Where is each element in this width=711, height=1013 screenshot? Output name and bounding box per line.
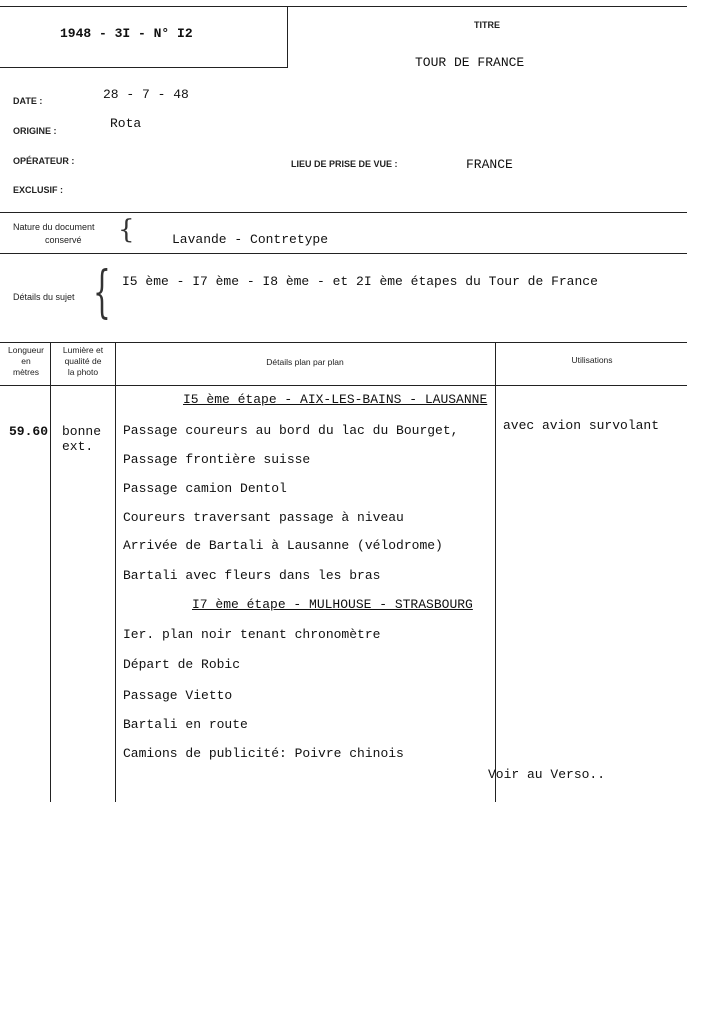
shot-row: Bartali en route <box>123 717 248 732</box>
column-divider-1 <box>50 342 51 802</box>
footer-note: Voir au Verso.. <box>488 767 606 782</box>
nature-top-line <box>0 212 687 213</box>
document-reference: 1948 - 3I - N° I2 <box>60 26 193 41</box>
lumiere-value-2: ext. <box>62 439 94 454</box>
sujet-label: Détails du sujet <box>13 292 75 302</box>
shot-row: Bartali avec fleurs dans les bras <box>123 568 381 583</box>
nature-label-line2: conservé <box>45 235 82 245</box>
lieu-value: FRANCE <box>466 157 513 172</box>
operateur-label: OPÉRATEUR : <box>13 156 75 166</box>
shot-row: Camions de publicité: Poivre chinois <box>123 746 404 761</box>
shot-row: Départ de Robic <box>123 657 241 672</box>
table-top-line <box>0 342 687 343</box>
date-label: DATE : <box>13 96 43 106</box>
lieu-label: LIEU DE PRISE DE VUE : <box>291 159 398 169</box>
nature-value: Lavande - Contretype <box>172 232 329 247</box>
stage-heading-15: I5 ème étape - AIX-LES-BAINS - LAUSANNE <box>183 392 488 407</box>
stage-heading-17: I7 ème étape - MULHOUSE - STRASBOURG <box>192 597 473 612</box>
sujet-brace: { <box>93 260 111 325</box>
shot-row: Passage frontière suisse <box>123 452 311 467</box>
shot-row: Passage camion Dentol <box>123 481 287 496</box>
shot-row: Passage coureurs au bord du lac du Bourget, <box>123 423 459 438</box>
origine-label: ORIGINE : <box>13 126 57 136</box>
header-lumiere: Lumière et qualité de la photo <box>62 345 104 377</box>
origine-value: Rota <box>110 116 142 131</box>
sujet-value: I5 ème - I7 ème - I8 ème - et 2I ème étapes du Tour de France <box>122 274 598 289</box>
shot-row: Passage Vietto <box>123 688 233 703</box>
header-utilisations: Utilisations <box>571 355 613 365</box>
header-details: Détails plan par plan <box>266 357 344 367</box>
titre-value: TOUR DE FRANCE <box>415 55 525 70</box>
titre-label: TITRE <box>474 20 500 30</box>
exclusif-label: EXCLUSIF : <box>13 185 64 195</box>
column-divider-2 <box>115 342 116 802</box>
shot-row: Ier. plan noir tenant chronomètre <box>123 627 381 642</box>
nature-brace: { <box>118 215 135 245</box>
nature-bottom-line <box>0 253 687 254</box>
column-divider-3 <box>495 342 496 802</box>
shot-row: Coureurs traversant passage à niveau <box>123 510 404 525</box>
table-header-bottom-line <box>0 385 687 386</box>
header-longueur: Longueur en mètres <box>8 345 44 377</box>
date-value: 28 - 7 - 48 <box>103 87 189 102</box>
lumiere-value-1: bonne <box>62 424 102 439</box>
shot-row: Arrivée de Bartali à Lausanne (vélodrome) <box>123 538 443 553</box>
longueur-value: 59.60 <box>9 424 49 439</box>
header-top-line <box>287 6 687 7</box>
shot-use: avec avion survolant <box>503 418 660 433</box>
nature-label-line1: Nature du document <box>13 222 95 232</box>
